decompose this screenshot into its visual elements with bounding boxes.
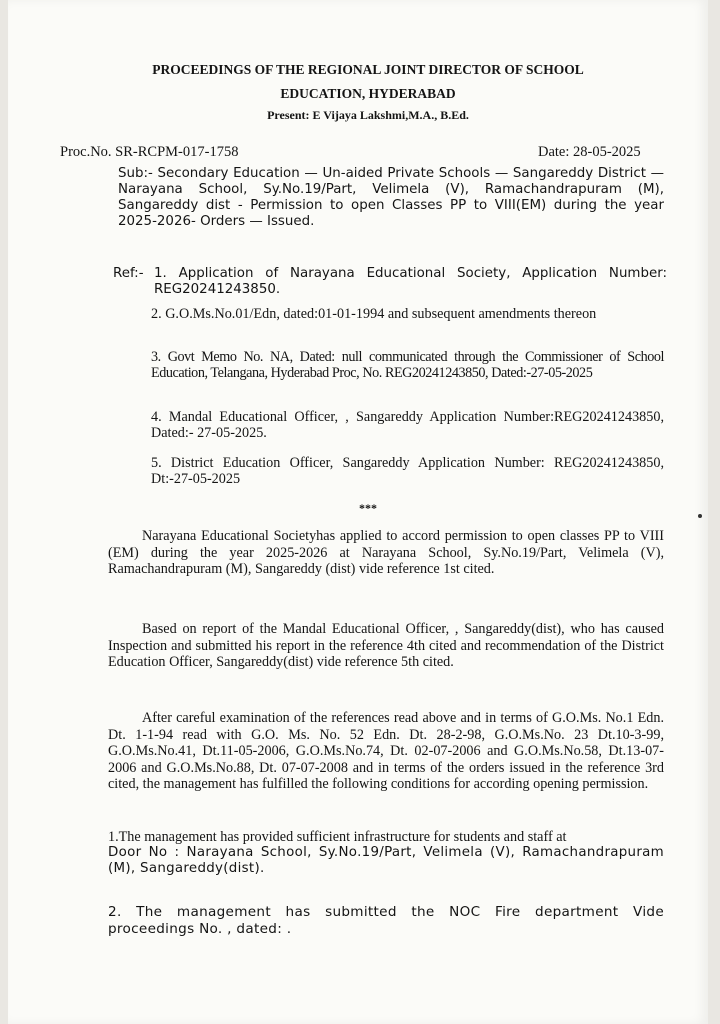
reference-item-5: 5. District Education Officer, Sangareddy Application Number: REG20241243850, Dt:-27-05-2025 <box>151 455 664 487</box>
references-label: Ref:- <box>113 266 144 281</box>
paragraph-2-text: Based on report of the Mandal Educational Officer, , Sangareddy(dist), who has caused Inspection and submitted his report in the reference 4th cited and recommendation of the District Education Officer, Sangareddy(dist) vide reference 5th cited. <box>108 621 664 670</box>
subject-text: Sub:- Secondary Education — Un-aided Private Schools — Sangareddy District — Narayana School, Sy.No.19/Part, Velimela (V), Ramachandrapuram (M), Sangareddy dist - Permission to open Classes PP to VIII(EM) during the year 2025-2026- Orders — Issued. <box>118 166 664 229</box>
paragraph-1-text: Narayana Educational Societyhas applied to accord permission to open classes PP to VIII (EM) during the year 2025-2026 at Narayana School, Sy.No.19/Part, Velimela (V), Ramachandrapuram (M), Sangareddy (dist) vide reference 1st cited. <box>108 528 664 577</box>
paragraph-1 <box>108 528 664 578</box>
reference-item-1: 1. Application of Narayana Educational Society, Application Number: REG20241243850. <box>154 266 667 297</box>
title-line-1: PROCEEDINGS OF THE REGIONAL JOINT DIRECTOR OF SCHOOL <box>152 62 584 77</box>
title-line-2: EDUCATION, HYDERABAD <box>280 86 456 101</box>
condition-2: 2. The management has submitted the NOC Fire department Vide proceedings No. , dated: . <box>108 904 664 937</box>
paragraph-3-text: After careful examination of the references read above and in terms of G.O.Ms. No.1 Edn. Dt. 1-1-94 read with G.O. Ms. No. 52 Edn. Dt. 28-2-98, G.O.Ms.No. 23 Dt.10-3-99, G.O.Ms.No.41, Dt.11-05-2006, G.O.Ms.No.74, Dt. 02-07-2006 and G.O.Ms.No.58, Dt.13-07-2006 and G.O.Ms.No.88, Dt. 07-07-2008 and in terms of the orders issued in the reference 3rd cited, the management has fulfilled the following conditions for according opening permission. <box>108 710 664 792</box>
present-officer: Present: E Vijaya Lakshmi,M.A., B.Ed. <box>267 108 469 122</box>
proceeding-number: Proc.No. SR-RCPM-017-1758 <box>60 144 239 160</box>
reference-item-2: 2. G.O.Ms.No.01/Edn, dated:01-01-1994 and subsequent amendments thereon <box>151 306 597 322</box>
section-separator: *** <box>359 501 377 515</box>
proceeding-date: Date: 28-05-2025 <box>538 144 641 160</box>
condition-1 <box>108 829 664 877</box>
reference-item-4: 4. Mandal Educational Officer, , Sangareddy Application Number:REG20241243850, Dated:- 27-05-2025. <box>151 409 664 441</box>
scan-speck <box>698 514 702 518</box>
document-title <box>68 58 668 106</box>
document-page <box>8 0 708 1024</box>
condition-1-rest: Door No : Narayana School, Sy.No.19/Part, Velimela (V), Ramachandrapuram (M), Sangareddy(dist). <box>108 845 664 876</box>
paragraph-3 <box>108 710 664 793</box>
paragraph-2 <box>108 621 664 671</box>
condition-1-line1: 1.The management has provided sufficient infrastructure for students and staff at <box>108 829 567 845</box>
reference-item-3: 3. Govt Memo No. NA, Dated: null communicated through the Commissioner of School Education, Telangana, Hyderabad Proc, No. REG20241243850, Dated:-27-05-2025 <box>151 349 664 381</box>
